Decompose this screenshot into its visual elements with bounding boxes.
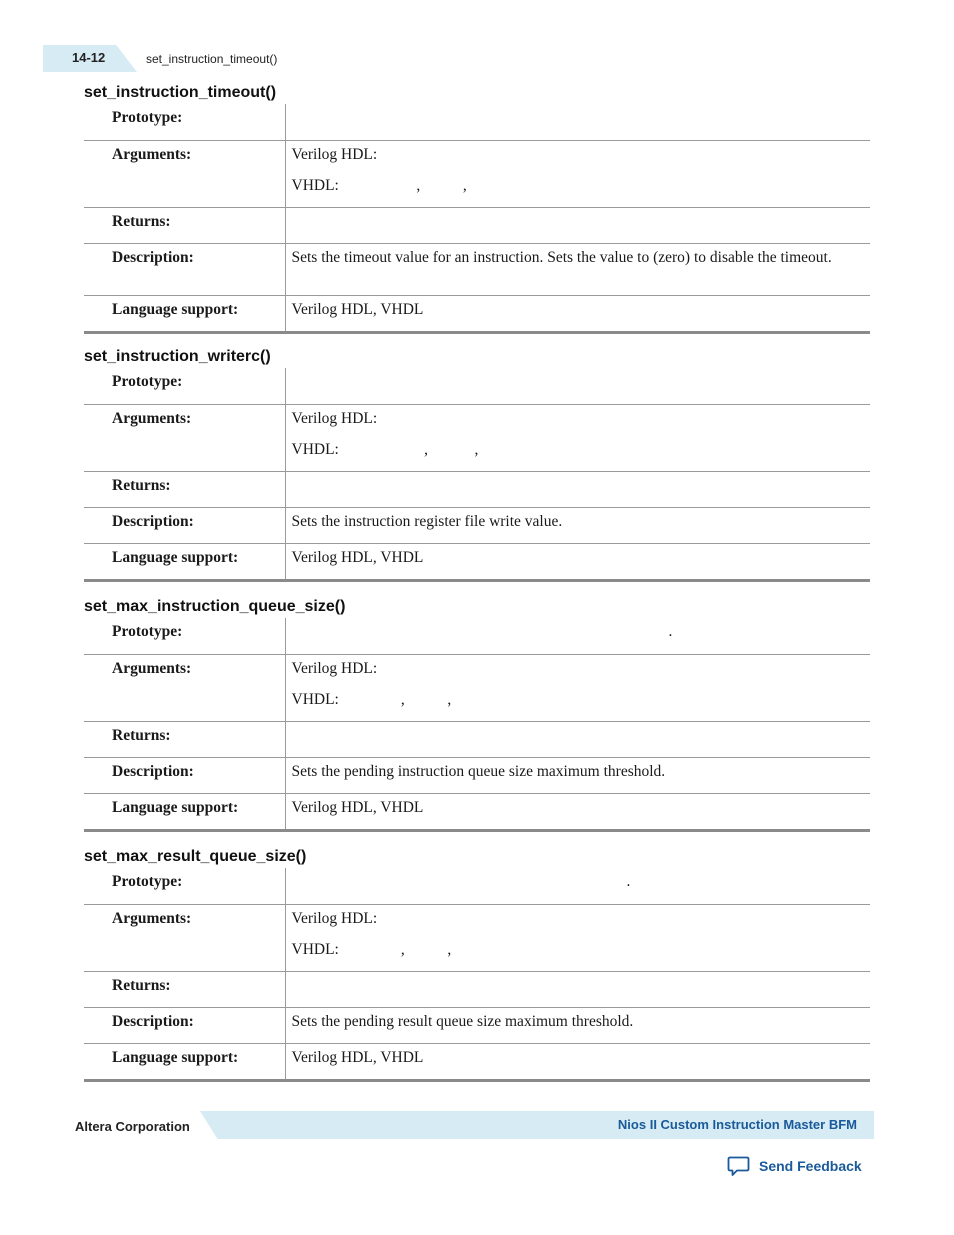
row-description (84, 757, 870, 793)
row-prototype (84, 868, 870, 904)
section-set-instruction-timeout (84, 82, 870, 334)
section-title: set_max_result_queue_size() (84, 848, 307, 865)
row-language-support (84, 793, 870, 830)
arguments-verilog: Verilog HDL: (291, 659, 378, 677)
value-description: Sets the timeout value for an instruction. Sets the value to (zero) to disable the timeout. (285, 243, 870, 295)
spec-table (84, 104, 870, 334)
value-prototype: . (285, 618, 870, 654)
label-arguments: Arguments: (84, 904, 285, 971)
section-title: set_instruction_writerc() (84, 348, 271, 365)
row-language-support (84, 1043, 870, 1080)
value-returns (285, 471, 870, 507)
section-set-max-result-queue-size (84, 846, 870, 1082)
section-set-max-instruction-queue-size (84, 596, 870, 832)
row-language-support (84, 543, 870, 580)
label-prototype: Prototype: (112, 373, 183, 390)
value-arguments (285, 904, 870, 971)
row-arguments (84, 904, 870, 971)
spec-table (84, 868, 870, 1082)
value-language-support: Verilog HDL, VHDL (285, 543, 870, 580)
value-description: Sets the pending instruction queue size maximum threshold. (285, 757, 870, 793)
section-title: set_max_instruction_queue_size() (84, 598, 346, 615)
row-arguments (84, 404, 870, 471)
value-arguments (285, 404, 870, 471)
value-returns (285, 971, 870, 1007)
row-returns (84, 207, 870, 243)
row-returns (84, 721, 870, 757)
send-feedback-label: Send Feedback (759, 1158, 862, 1174)
speech-bubble-icon (727, 1155, 750, 1178)
value-returns (285, 207, 870, 243)
row-arguments (84, 654, 870, 721)
value-prototype (285, 104, 870, 140)
value-language-support: Verilog HDL, VHDL (285, 1043, 870, 1080)
label-prototype: Prototype: (112, 873, 183, 890)
value-description: Sets the instruction register file write value. (285, 507, 870, 543)
label-description: Description: (84, 243, 285, 295)
arguments-vhdl: VHDL: , , (291, 940, 452, 958)
label-language-support: Language support: (84, 295, 285, 332)
label-language-support: Language support: (84, 543, 285, 580)
footer-company: Altera Corporation (75, 1119, 190, 1134)
arguments-vhdl: VHDL: , , (291, 176, 467, 194)
row-prototype (84, 618, 870, 654)
label-description: Description: (84, 507, 285, 543)
label-arguments: Arguments: (84, 404, 285, 471)
arguments-vhdl: VHDL: , , (291, 440, 479, 458)
arguments-verilog: Verilog HDL: (291, 409, 378, 427)
arguments-verilog: Verilog HDL: (291, 909, 378, 927)
footer-doc-title[interactable]: Nios II Custom Instruction Master BFM (617, 1117, 857, 1132)
send-feedback-link[interactable] (727, 1153, 862, 1179)
value-prototype: . (285, 868, 870, 904)
label-language-support: Language support: (84, 793, 285, 830)
section-set-instruction-writerc (84, 346, 870, 582)
label-arguments: Arguments: (84, 140, 285, 207)
value-description: Sets the pending result queue size maximum threshold. (285, 1007, 870, 1043)
row-description (84, 243, 870, 295)
row-prototype (84, 368, 870, 404)
value-language-support: Verilog HDL, VHDL (285, 295, 870, 332)
value-arguments (285, 140, 870, 207)
value-returns (285, 721, 870, 757)
row-description (84, 507, 870, 543)
label-description: Description: (84, 757, 285, 793)
running-title: set_instruction_timeout() (146, 52, 278, 66)
row-prototype (84, 104, 870, 140)
row-description (84, 1007, 870, 1043)
label-language-support: Language support: (84, 1043, 285, 1080)
label-arguments: Arguments: (84, 654, 285, 721)
label-prototype: Prototype: (112, 109, 183, 126)
value-language-support: Verilog HDL, VHDL (285, 793, 870, 830)
label-description: Description: (84, 1007, 285, 1043)
label-returns: Returns: (84, 721, 285, 757)
label-returns: Returns: (84, 971, 285, 1007)
arguments-vhdl: VHDL: , , (291, 690, 452, 708)
label-returns: Returns: (84, 207, 285, 243)
spec-table (84, 618, 870, 832)
row-arguments (84, 140, 870, 207)
value-prototype (285, 368, 870, 404)
row-language-support (84, 295, 870, 332)
arguments-verilog: Verilog HDL: (291, 145, 378, 163)
label-prototype: Prototype: (112, 623, 183, 640)
label-returns: Returns: (84, 471, 285, 507)
page-number: 14-12 (72, 50, 106, 65)
value-arguments (285, 654, 870, 721)
section-title: set_instruction_timeout() (84, 84, 277, 101)
row-returns (84, 471, 870, 507)
row-returns (84, 971, 870, 1007)
spec-table (84, 368, 870, 582)
